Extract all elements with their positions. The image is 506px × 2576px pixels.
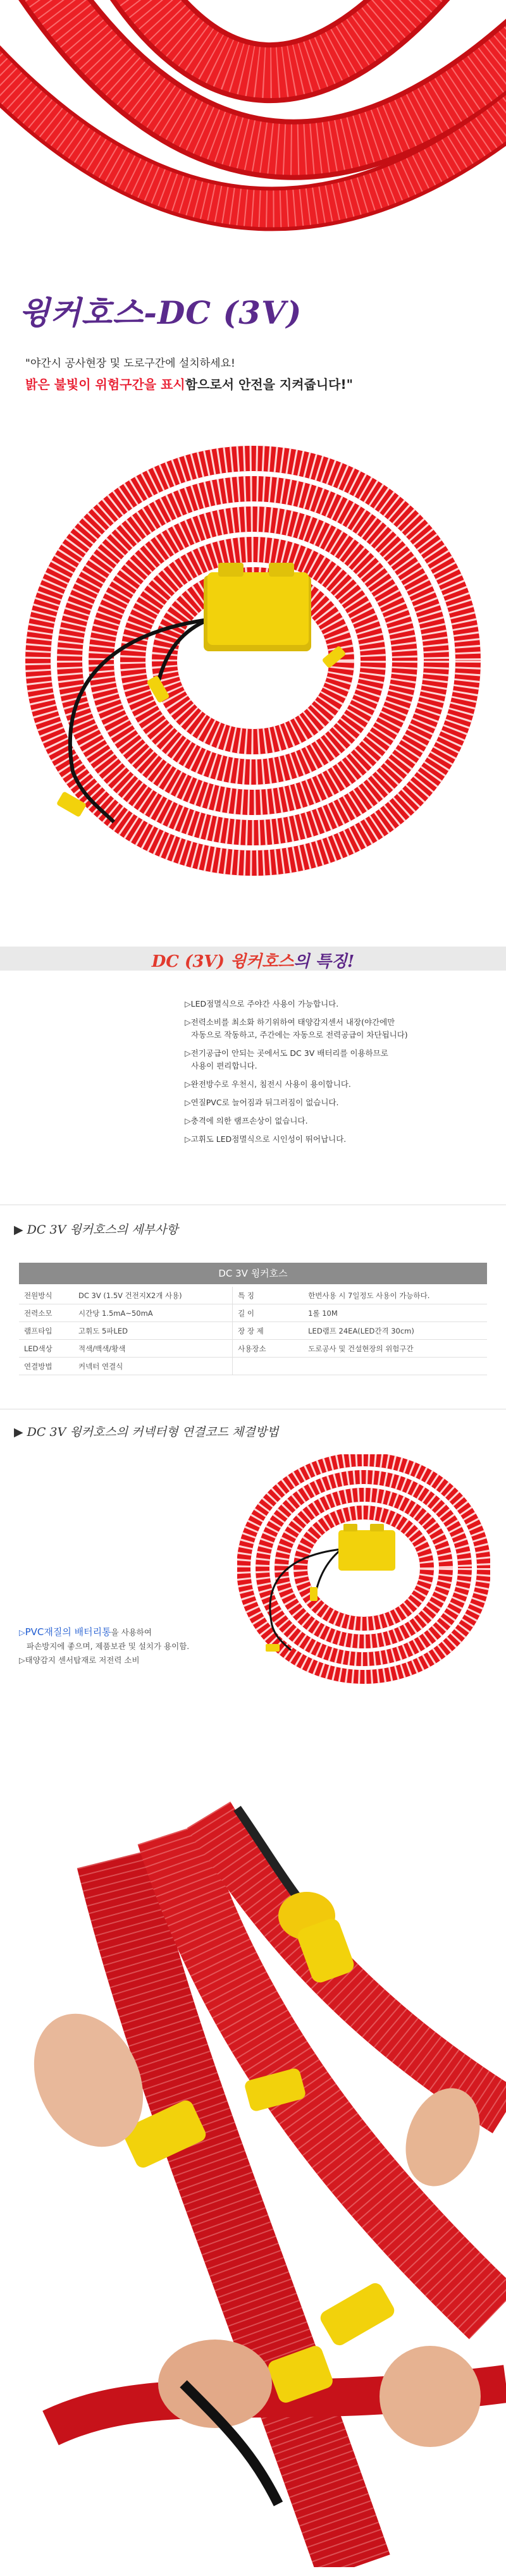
spec-key: 길 이 [233, 1304, 304, 1322]
hose-closeup-image [0, 0, 506, 266]
table-row [19, 1304, 487, 1322]
pvc-line-1 [19, 1625, 228, 1640]
coiled-hose-image [19, 443, 487, 885]
list-item [185, 1096, 476, 1109]
connector-hose-image [237, 1454, 490, 1685]
spec-key: 램프타입 [19, 1322, 73, 1340]
features-title [0, 948, 506, 972]
connector-section-title [14, 1423, 278, 1440]
spec-key: 전력소모 [19, 1304, 73, 1322]
spec-value: 한번사용 시 7일정도 사용이 가능하다. [303, 1287, 487, 1304]
feature-text: ▷완전방수로 우천시, 침전시 사용이 용이합니다. [185, 1079, 351, 1089]
spec-value: 커넥터 연결식 [73, 1358, 233, 1375]
features-list [185, 998, 476, 1151]
tagline-rest: 함으로서 안전을 지켜줍니다!" [185, 377, 354, 392]
connector-section-title-text: DC 3V 윙커호스의 커넥터형 연결코드 체결방법 [27, 1425, 279, 1439]
product-title: 윙커호스-DC (3V) [19, 294, 302, 331]
spec-key [233, 1358, 304, 1375]
pvc-line-3: ▷태양감지 센서탑재로 저전력 소비 [19, 1655, 140, 1665]
spec-value: 도로공사 및 건설현장의 위험구간 [303, 1340, 487, 1358]
table-row [19, 1340, 487, 1358]
feature-text-cont: 자동으로 작동하고, 주간에는 자동으로 전력공급이 차단됩니다) [191, 1030, 408, 1040]
list-item [185, 1047, 476, 1072]
spec-section-title-text: DC 3V 윙커호스의 세부사항 [27, 1223, 178, 1237]
feature-text: ▷충격에 의한 램프손상이 없습니다. [185, 1116, 308, 1125]
assembly-photo [0, 1745, 506, 2567]
spec-key: 전원방식 [19, 1287, 73, 1304]
spec-key: 장 장 제 [233, 1322, 304, 1340]
spec-value: LED램프 24EA(LED간격 30cm) [303, 1322, 487, 1340]
spec-value: DC 3V (1.5V 건전지X2개 사용) [73, 1287, 233, 1304]
spec-key: 연결방법 [19, 1358, 73, 1375]
pvc-description [19, 1625, 228, 1667]
spec-value: 적색/백색/황색 [73, 1340, 233, 1358]
table-row [19, 1358, 487, 1375]
feature-text: ▷전력소비를 최소화 하기위하여 태양감지센서 내장(야간에만 [185, 1017, 395, 1027]
features-title-red: DC (3V) 윙커호스 [151, 952, 294, 971]
pvc-arrow-icon: ▷ [19, 1628, 25, 1637]
features-title-purple: 의 특징! [293, 952, 355, 971]
spec-value: 1롤 10M [303, 1304, 487, 1322]
spec-value [303, 1358, 487, 1375]
list-item [185, 998, 476, 1010]
tagline-line-2 [25, 374, 353, 393]
list-item [185, 1115, 476, 1127]
pvc-highlight: PVC재질의 배터리통 [25, 1626, 111, 1638]
pvc-line-1-rest: 을 사용하여 [111, 1628, 152, 1637]
spec-section-title [14, 1220, 178, 1237]
table-row [19, 1322, 487, 1340]
feature-text: ▷전기공급이 안되는 곳에서도 DC 3V 배터리를 이용하므로 [185, 1048, 388, 1058]
spec-key: 특 징 [233, 1287, 304, 1304]
list-item [185, 1078, 476, 1091]
feature-text-cont: 사용이 편리합니다. [191, 1061, 257, 1070]
tagline-highlight: 밝은 불빛이 위험구간을 표시 [25, 377, 185, 392]
feature-text: ▷연질PVC로 늘어짐과 뒤그러짐이 없습니다. [185, 1098, 339, 1107]
spec-table [19, 1287, 487, 1375]
pvc-line-2: 파손방지에 좋으며, 제품보관 및 설치가 용이함. [27, 1641, 190, 1651]
spec-key: 사용장소 [233, 1340, 304, 1358]
section-arrow-icon: ▶ [14, 1425, 23, 1439]
tagline-line-1: "야간시 공사현장 및 도로구간에 설치하세요! [25, 357, 235, 370]
list-item [185, 1016, 476, 1041]
battery-box-icon [204, 563, 311, 651]
section-arrow-icon: ▶ [14, 1223, 23, 1237]
feature-text: ▷LED점멸식으로 주야간 사용이 가능합니다. [185, 999, 339, 1009]
spec-value: 고휘도 5파LED [73, 1322, 233, 1340]
feature-text: ▷고휘도 LED점멸식으로 시인성이 뛰어납니다. [185, 1134, 347, 1144]
spec-key: LED색상 [19, 1340, 73, 1358]
list-item [185, 1133, 476, 1146]
spec-value: 시간당 1.5mA~50mA [73, 1304, 233, 1322]
spec-table-header: DC 3V 윙커호스 [19, 1263, 487, 1284]
table-row [19, 1287, 487, 1304]
